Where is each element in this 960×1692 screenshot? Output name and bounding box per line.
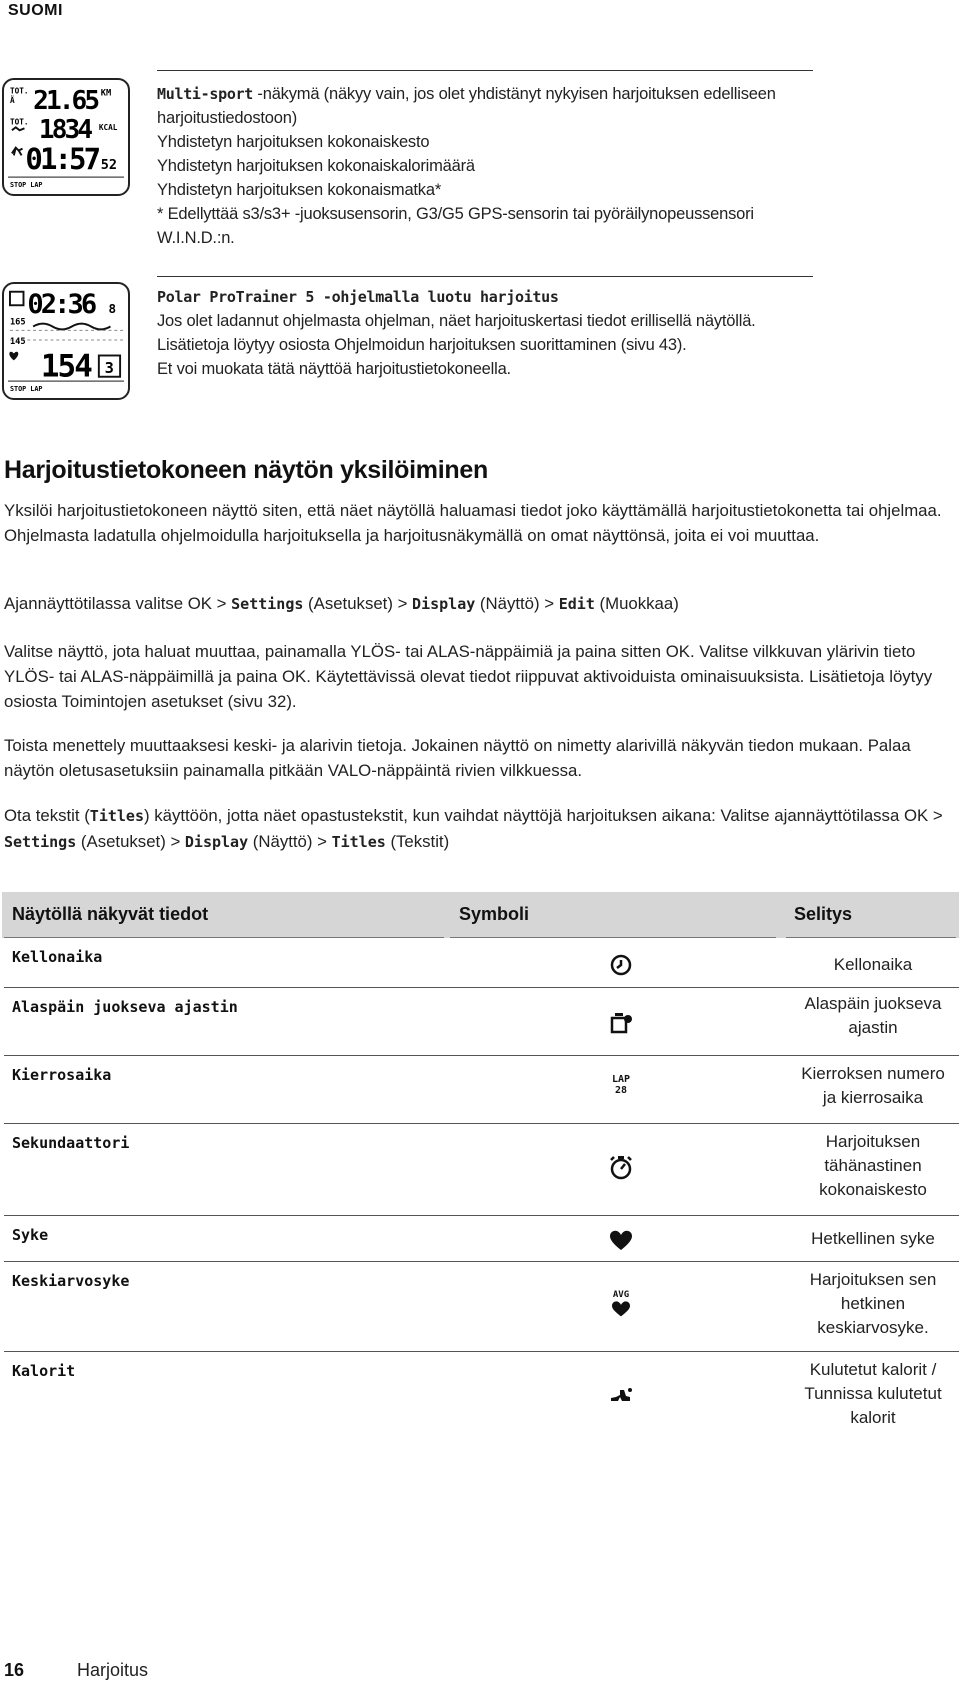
row-desc: Harjoituksen tähänastinen kokonaiskesto [819, 1132, 927, 1199]
multisport-description [157, 82, 817, 250]
lcd-upper-limit: 165 [9, 317, 26, 328]
table-row [4, 1124, 959, 1216]
lcd-footer: STOP LAP [9, 181, 43, 190]
multisport-line: Yhdistetyn harjoituksen kokonaiskesto [157, 133, 430, 151]
multisport-line: * Edellyttää s3/s3+ -juoksusensorin, G3/G5 GPS-sensorin tai pyöräilynopeussensori [157, 205, 754, 223]
stopwatch-icon [608, 1154, 634, 1180]
row-desc: Harjoituksen sen hetkinen keskiarvosyke. [809, 1270, 937, 1337]
table-row [4, 1056, 959, 1124]
divider [157, 70, 813, 71]
row-name: Keskiarvosyke [12, 1272, 130, 1290]
lcd-row2-value: 1834 [38, 114, 91, 145]
menu-display: Display [412, 595, 476, 613]
footer-section: Harjoitus [77, 1660, 149, 1680]
row-name: Kierrosaika [12, 1066, 112, 1084]
row-name: Kellonaika [12, 948, 103, 966]
section-heading: Harjoitustietokoneen näytön yksilöiminen [4, 456, 488, 484]
lcd-footer: STOP LAP [9, 385, 43, 394]
protrainer-display-image [2, 282, 130, 400]
lcd-timer-value: 02:36 [27, 288, 95, 320]
paragraph-instructions: Valitse näyttö, jota haluat muuttaa, painamalla YLÖS- tai ALAS-näppäimiä ja paina sitten OK. Valitse vilkkuvan ylärivin tieto YLÖS- tai ALAS-näppäimillä ja paina OK. Käytettävissä olevat tiedot riippuvat aktivoiduista ominaisuuksista. Lisätietoja löytyy osiosta Toimintojen asetukset (sivu 32). [4, 642, 933, 711]
lcd-row3-value: 01:57 [25, 141, 99, 176]
paragraph-path: Ajannäyttötilassa valitse OK > Settings (Asetukset) > Display (Näyttö) > Edit (Muokkaa) [4, 594, 679, 613]
menu-titles: Titles [331, 833, 386, 851]
multisport-display-image [2, 78, 130, 196]
multisport-line: harjoitustiedostoon) [157, 109, 298, 127]
lcd-row1-label-bottom: Ä [9, 96, 15, 106]
heart-icon [9, 352, 18, 361]
table-row [4, 1352, 959, 1444]
row-desc: Kellonaika [833, 955, 913, 974]
lcd-row1-unit: KM [100, 88, 112, 99]
lcd-hr-value: 154 [40, 348, 91, 385]
lcd-lower-limit: 145 [9, 336, 26, 347]
runner-icon [12, 148, 23, 156]
row-name: Syke [12, 1226, 49, 1244]
protrainer-lcd [4, 284, 128, 398]
page-language-label: SUOMI [8, 2, 63, 19]
timer-icon [608, 1010, 634, 1036]
multisport-lcd [4, 80, 128, 194]
shoe-icon [12, 127, 25, 130]
lcd-row1-value: 21.65 [33, 85, 98, 116]
lap-icon: LAP 28 [611, 1074, 631, 1096]
lcd-row3-unit: 52 [100, 156, 118, 173]
menu-edit: Edit [558, 595, 595, 613]
protrainer-title: Polar ProTrainer 5 -ohjelmalla luotu harjoitus [157, 288, 559, 306]
heart-icon [610, 1300, 632, 1318]
hr-graph [33, 324, 110, 330]
paragraph-titles: Ota tekstit (Titles) käyttöön, jotta näet opastustekstit, kun vaihdat näyttöjä harjoituksen aikana: Valitse ajannäyttötilassa OK > Settings (Asetukset) > Display (Näyttö) > Titles (Tekstit) [4, 806, 943, 851]
menu-titles: Titles [89, 807, 144, 825]
divider [157, 276, 813, 277]
row-name: Kalorit [12, 1362, 76, 1380]
protrainer-line: Lisätietoja löytyy osiosta Ohjelmoidun harjoituksen suorittaminen (sivu 43). [157, 336, 687, 354]
row-desc: Kulutetut kalorit / Tunnissa kulutetut kalorit [804, 1360, 942, 1427]
lcd-row1-label-top: TOT. [9, 86, 29, 96]
calories-icon [608, 1382, 634, 1408]
page-number: 16 [4, 1660, 25, 1680]
avg-heart-icon: AVG [608, 1290, 634, 1320]
heart-icon [608, 1228, 634, 1254]
protrainer-line: Jos olet ladannut ohjelmasta ohjelman, näet harjoituskertasi tiedot erillisellä näytöllä. [157, 312, 756, 330]
display-data-table [2, 892, 959, 1444]
table-row [4, 1262, 959, 1352]
paragraph-repeat: Toista menettely muuttaaksesi keski- ja alarivin tietoja. Jokainen näyttö on nimetty alarivillä näkyvän tiedon mukaan. Palaa näytön oletusasetuksiin painamalla pitkään VALO-näppäintä rivien vilkkuessa. [4, 736, 911, 780]
table-header [2, 892, 959, 938]
table-row [4, 938, 959, 988]
protrainer-description [157, 285, 817, 381]
row-desc: Kierroksen numero ja kierrosaika [801, 1064, 945, 1107]
table-header-cell: Symboli [459, 904, 530, 924]
lcd-row2-unit: KCAL [98, 123, 118, 133]
lcd-zone-value: 3 [104, 358, 114, 377]
lcd-timer-unit: 8 [108, 300, 117, 316]
clock-icon [608, 952, 634, 978]
table-header-cell: Selitys [794, 904, 853, 924]
menu-settings: Settings [231, 595, 304, 613]
menu-settings: Settings [4, 833, 77, 851]
multisport-title: Multi-sport [157, 85, 254, 103]
table-row [4, 1216, 959, 1262]
table-row [4, 988, 959, 1056]
paragraph-intro: Yksilöi harjoitustietokoneen näyttö siten, että näet näytöllä haluamasi tiedot joko käyttämällä harjoitustietokonetta tai ohjelmaa. Ohjelmasta ladatulla ohjelmoidulla harjoituksella ja harjoitusnäkymällä on omat näyttönsä, joita ei voi muuttaa. [4, 501, 942, 545]
protrainer-line: Et voi muokata tätä näyttöä harjoitustietokoneella. [157, 360, 511, 378]
timer-icon [10, 292, 24, 306]
multisport-line: Yhdistetyn harjoituksen kokonaismatka* [157, 181, 442, 199]
table-header-cell: Näytöllä näkyvät tiedot [12, 904, 209, 924]
row-name: Alaspäin juokseva ajastin [12, 998, 238, 1016]
menu-display: Display [184, 833, 249, 851]
lcd-row2-label: TOT. [9, 117, 29, 127]
multisport-line: W.I.N.D.:n. [157, 229, 235, 247]
row-name: Sekundaattori [12, 1134, 130, 1152]
row-desc: Hetkellinen syke [811, 1229, 935, 1248]
row-desc: Alaspäin juokseva ajastin [804, 994, 942, 1037]
multisport-title-rest: -näkymä (näkyy vain, jos olet yhdistänyt nykyisen harjoituksen edelliseen [253, 85, 776, 103]
multisport-line: Yhdistetyn harjoituksen kokonaiskalorimäärä [157, 157, 475, 175]
